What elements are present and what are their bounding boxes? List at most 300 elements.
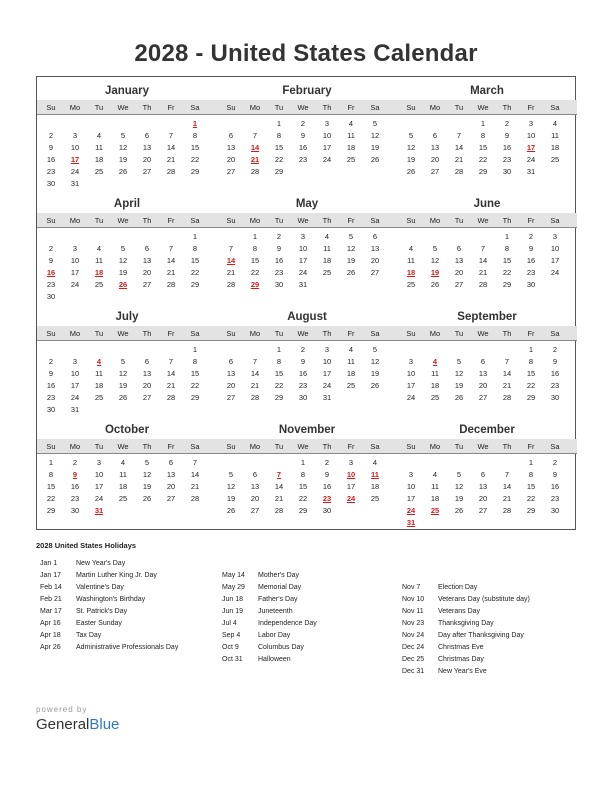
calendar-day: 15 bbox=[190, 256, 200, 265]
calendar-day: 2 bbox=[48, 357, 54, 366]
calendar-day: 15 bbox=[478, 143, 488, 152]
generalblue-logo[interactable] bbox=[36, 716, 119, 733]
holiday-date-label: Nov 23 bbox=[402, 620, 425, 627]
calendar-day: 5 bbox=[120, 357, 126, 366]
calendar-day: 10 bbox=[526, 131, 536, 140]
calendar-day: 22 bbox=[46, 494, 56, 503]
weekday-label: Sa bbox=[550, 329, 560, 338]
calendar-day: 5 bbox=[348, 232, 354, 241]
calendar-day: 17 bbox=[70, 268, 80, 277]
calendar-day: 12 bbox=[430, 256, 440, 265]
weekday-label: Tu bbox=[454, 329, 464, 338]
weekday-label: Su bbox=[406, 329, 416, 338]
calendar-day: 28 bbox=[502, 393, 512, 402]
calendar-day: 20 bbox=[226, 155, 236, 164]
calendar-day: 21 bbox=[226, 268, 236, 277]
calendar-day: 11 bbox=[431, 482, 439, 491]
calendar-day: 1 bbox=[276, 345, 282, 354]
weekday-label: Fr bbox=[527, 216, 535, 225]
holiday-name: Administrative Professionals Day bbox=[76, 644, 179, 651]
calendar-day: 18 bbox=[370, 482, 380, 491]
weekday-label: Tu bbox=[454, 103, 464, 112]
month-april bbox=[37, 190, 217, 303]
calendar-day: 21 bbox=[190, 482, 200, 491]
calendar-day: 25 bbox=[322, 268, 332, 277]
calendar-day: 30 bbox=[322, 506, 332, 515]
holiday-date: 4 bbox=[96, 357, 102, 366]
calendar-day: 8 bbox=[48, 470, 54, 479]
holiday-name: Thanksgiving Day bbox=[438, 620, 494, 627]
calendar-day: 19 bbox=[118, 155, 128, 164]
calendar-day: 7 bbox=[480, 244, 486, 253]
calendar-day: 9 bbox=[552, 470, 558, 479]
calendar-day: 31 bbox=[526, 167, 536, 176]
weekday-label: Fr bbox=[167, 216, 175, 225]
calendar-day: 1 bbox=[528, 345, 534, 354]
weekday-label: Tu bbox=[274, 216, 284, 225]
month-january bbox=[37, 77, 217, 190]
calendar-day: 27 bbox=[430, 167, 440, 176]
holiday-date: 23 bbox=[322, 494, 332, 503]
holiday-date-label: Oct 31 bbox=[222, 656, 243, 663]
calendar-day: 8 bbox=[300, 470, 306, 479]
calendar-day: 11 bbox=[551, 131, 559, 140]
calendar-day: 6 bbox=[432, 131, 438, 140]
calendar-day: 1 bbox=[300, 458, 306, 467]
weekday-label: Sa bbox=[370, 442, 380, 451]
calendar-day: 4 bbox=[552, 119, 558, 128]
holiday-date: 7 bbox=[276, 470, 282, 479]
month-name: April bbox=[113, 198, 141, 210]
calendar-day: 14 bbox=[478, 256, 488, 265]
month-name: July bbox=[115, 311, 139, 323]
weekday-label: Sa bbox=[190, 103, 200, 112]
weekday-label: Sa bbox=[550, 216, 560, 225]
calendar-day: 6 bbox=[372, 232, 378, 241]
weekday-label: Mo bbox=[429, 216, 441, 225]
holiday-date: 16 bbox=[46, 268, 56, 277]
calendar-day: 10 bbox=[94, 470, 104, 479]
weekday-header bbox=[37, 326, 217, 341]
calendar-day: 31 bbox=[70, 179, 80, 188]
calendar-day: 29 bbox=[274, 167, 284, 176]
weekday-label: Fr bbox=[167, 103, 175, 112]
calendar-day: 15 bbox=[502, 256, 512, 265]
calendar-day: 11 bbox=[95, 369, 103, 378]
weekday-label: Th bbox=[322, 216, 332, 225]
month-name: December bbox=[459, 424, 515, 436]
weekday-label: Tu bbox=[94, 329, 104, 338]
calendar-day: 6 bbox=[144, 131, 150, 140]
calendar-day: 12 bbox=[370, 131, 380, 140]
weekday-label: Mo bbox=[249, 442, 261, 451]
calendar-day: 17 bbox=[298, 256, 308, 265]
calendar-day: 1 bbox=[252, 232, 258, 241]
weekday-label: Su bbox=[46, 216, 56, 225]
weekday-label: We bbox=[117, 103, 129, 112]
calendar-day: 2 bbox=[276, 232, 282, 241]
calendar-day: 13 bbox=[370, 244, 380, 253]
weekday-label: Su bbox=[406, 442, 416, 451]
calendar-day: 16 bbox=[46, 381, 56, 390]
calendar-day: 30 bbox=[46, 405, 56, 414]
calendar-day: 11 bbox=[95, 256, 103, 265]
month-name: August bbox=[287, 311, 327, 323]
calendar-day: 7 bbox=[228, 244, 234, 253]
holiday-name: Washington's Birthday bbox=[76, 596, 146, 603]
calendar-day: 2 bbox=[324, 458, 330, 467]
calendar-day: 23 bbox=[298, 381, 308, 390]
calendar-day: 12 bbox=[406, 143, 416, 152]
holiday-date-label: Apr 16 bbox=[40, 620, 61, 627]
weekday-label: We bbox=[477, 216, 489, 225]
calendar-day: 10 bbox=[550, 244, 560, 253]
calendar-day: 17 bbox=[406, 494, 416, 503]
calendar-day: 18 bbox=[346, 143, 356, 152]
calendar-day: 5 bbox=[372, 119, 378, 128]
calendar-day: 2 bbox=[552, 345, 558, 354]
calendar-day: 18 bbox=[322, 256, 332, 265]
weekday-label: We bbox=[477, 329, 489, 338]
holiday-date: 9 bbox=[72, 470, 78, 479]
holiday-name: Valentine's Day bbox=[76, 584, 124, 591]
weekday-label: Th bbox=[502, 216, 512, 225]
calendar-day: 3 bbox=[72, 244, 78, 253]
calendar-day: 16 bbox=[274, 256, 284, 265]
calendar-day: 26 bbox=[430, 280, 440, 289]
weekday-header bbox=[37, 213, 217, 228]
calendar-day: 14 bbox=[190, 470, 200, 479]
calendar-day: 30 bbox=[298, 393, 308, 402]
weekday-label: We bbox=[117, 329, 129, 338]
calendar-day: 23 bbox=[526, 268, 536, 277]
calendar-day: 4 bbox=[120, 458, 126, 467]
calendar-day: 25 bbox=[94, 167, 104, 176]
holiday-date-label: Dec 24 bbox=[402, 644, 425, 651]
calendar-day: 9 bbox=[276, 244, 282, 253]
calendar-day: 20 bbox=[142, 381, 152, 390]
calendar-day: 29 bbox=[526, 393, 536, 402]
calendar-day: 12 bbox=[118, 143, 128, 152]
month-august bbox=[217, 303, 397, 416]
calendar-day: 19 bbox=[226, 494, 236, 503]
calendar-day: 14 bbox=[166, 143, 176, 152]
calendar-day: 9 bbox=[300, 357, 306, 366]
calendar-day: 12 bbox=[226, 482, 236, 491]
weekday-label: Su bbox=[46, 103, 56, 112]
calendar-day: 2 bbox=[504, 119, 510, 128]
weekday-label: Tu bbox=[454, 442, 464, 451]
holiday-date: 17 bbox=[70, 155, 80, 164]
calendar-day: 31 bbox=[298, 280, 308, 289]
calendar-day: 23 bbox=[298, 155, 308, 164]
weekday-label: Th bbox=[142, 329, 152, 338]
weekday-header bbox=[217, 326, 397, 341]
calendar-day: 2 bbox=[300, 345, 306, 354]
calendar-day: 14 bbox=[454, 143, 464, 152]
weekday-label: Mo bbox=[429, 442, 441, 451]
calendar-day: 13 bbox=[478, 482, 488, 491]
calendar-day: 13 bbox=[250, 482, 260, 491]
calendar-day: 16 bbox=[298, 143, 308, 152]
calendar-day: 9 bbox=[48, 143, 54, 152]
calendar-day: 24 bbox=[406, 393, 416, 402]
month-name: March bbox=[470, 85, 504, 97]
calendar-day: 24 bbox=[70, 280, 80, 289]
calendar-day: 2 bbox=[48, 244, 54, 253]
weekday-label: Tu bbox=[274, 442, 284, 451]
calendar-day: 18 bbox=[550, 143, 560, 152]
calendar-day: 24 bbox=[70, 167, 80, 176]
calendar-day: 19 bbox=[454, 494, 464, 503]
calendar-day: 7 bbox=[456, 131, 462, 140]
calendar-day: 26 bbox=[454, 393, 464, 402]
calendar-day: 23 bbox=[46, 393, 56, 402]
calendar-day: 5 bbox=[228, 470, 234, 479]
weekday-label: We bbox=[117, 216, 129, 225]
weekday-label: Mo bbox=[429, 329, 441, 338]
weekday-label: Th bbox=[142, 216, 152, 225]
holiday-name: St. Patrick's Day bbox=[76, 608, 128, 615]
calendar-day: 11 bbox=[323, 244, 331, 253]
calendar-day: 11 bbox=[347, 131, 355, 140]
weekday-label: Sa bbox=[190, 216, 200, 225]
calendar-day: 19 bbox=[370, 143, 380, 152]
calendar-day: 30 bbox=[46, 179, 56, 188]
calendar-day: 20 bbox=[226, 381, 236, 390]
holiday-name: Mother's Day bbox=[258, 572, 300, 579]
calendar-day: 13 bbox=[142, 143, 152, 152]
weekday-label: Mo bbox=[69, 103, 81, 112]
calendar-day: 19 bbox=[142, 482, 152, 491]
calendar-day: 27 bbox=[478, 506, 488, 515]
calendar-day: 7 bbox=[192, 458, 198, 467]
calendar-day: 22 bbox=[190, 155, 200, 164]
holiday-date: 17 bbox=[526, 143, 536, 152]
calendar-day: 29 bbox=[478, 167, 488, 176]
weekday-label: Sa bbox=[190, 442, 200, 451]
calendar-day: 18 bbox=[94, 155, 104, 164]
calendar-day: 17 bbox=[70, 381, 80, 390]
calendar-day: 10 bbox=[70, 143, 80, 152]
calendar-day: 11 bbox=[119, 470, 127, 479]
calendar-day: 26 bbox=[226, 506, 236, 515]
calendar-day: 10 bbox=[70, 369, 80, 378]
weekday-label: Tu bbox=[94, 442, 104, 451]
weekday-label: Tu bbox=[454, 216, 464, 225]
calendar-day: 21 bbox=[166, 381, 176, 390]
calendar-day: 15 bbox=[274, 369, 284, 378]
holiday-name: Christmas Eve bbox=[438, 644, 484, 651]
calendar-day: 27 bbox=[370, 268, 380, 277]
month-name: January bbox=[104, 85, 150, 97]
calendar-day: 27 bbox=[142, 280, 152, 289]
holiday-date-label: Oct 9 bbox=[222, 644, 239, 651]
calendar-day: 22 bbox=[526, 494, 536, 503]
calendar-day: 5 bbox=[144, 458, 150, 467]
calendar-day: 1 bbox=[192, 232, 198, 241]
calendar-day: 29 bbox=[190, 393, 200, 402]
calendar-day: 28 bbox=[250, 167, 260, 176]
calendar-day: 1 bbox=[528, 458, 534, 467]
calendar-day: 28 bbox=[190, 494, 200, 503]
calendar-day: 10 bbox=[322, 131, 332, 140]
calendar-day: 7 bbox=[504, 470, 510, 479]
calendar-day: 25 bbox=[406, 280, 416, 289]
calendar-day: 12 bbox=[118, 256, 128, 265]
calendar-day: 28 bbox=[454, 167, 464, 176]
calendar-day: 29 bbox=[298, 506, 308, 515]
calendar-day: 11 bbox=[347, 357, 355, 366]
holiday-date: 18 bbox=[406, 268, 416, 277]
weekday-label: Mo bbox=[69, 329, 81, 338]
calendar-day: 10 bbox=[322, 357, 332, 366]
calendar-day: 25 bbox=[370, 494, 380, 503]
weekday-label: Fr bbox=[167, 442, 175, 451]
month-july bbox=[37, 303, 217, 416]
weekday-label: Sa bbox=[550, 103, 560, 112]
calendar-day: 1 bbox=[192, 345, 198, 354]
weekday-label: Su bbox=[406, 216, 416, 225]
calendar-day: 22 bbox=[298, 494, 308, 503]
calendar-day: 15 bbox=[526, 482, 536, 491]
calendar-day: 26 bbox=[346, 268, 356, 277]
calendar-day: 8 bbox=[528, 470, 534, 479]
holiday-date-label: Dec 31 bbox=[402, 668, 425, 675]
calendar-day: 26 bbox=[454, 506, 464, 515]
calendar-day: 8 bbox=[480, 131, 486, 140]
calendar-day: 20 bbox=[142, 155, 152, 164]
brand-general: General bbox=[36, 716, 90, 733]
weekday-header bbox=[397, 213, 577, 228]
calendar-day: 18 bbox=[94, 381, 104, 390]
calendar-day: 5 bbox=[120, 244, 126, 253]
calendar-day: 3 bbox=[528, 119, 534, 128]
weekday-label: Th bbox=[502, 329, 512, 338]
calendar-day: 26 bbox=[118, 393, 128, 402]
calendar-day: 9 bbox=[48, 256, 54, 265]
calendar-day: 15 bbox=[274, 143, 284, 152]
calendar-day: 3 bbox=[72, 357, 78, 366]
calendar-day: 6 bbox=[228, 131, 234, 140]
calendar-day: 27 bbox=[142, 167, 152, 176]
month-october bbox=[37, 416, 217, 529]
calendar-day: 13 bbox=[142, 256, 152, 265]
calendar-day: 23 bbox=[502, 155, 512, 164]
calendar-day: 19 bbox=[454, 381, 464, 390]
calendar-day: 12 bbox=[346, 244, 356, 253]
calendar-day: 20 bbox=[370, 256, 380, 265]
page-title: 2028 - United States Calendar bbox=[134, 40, 478, 67]
calendar-day: 14 bbox=[250, 369, 260, 378]
weekday-label: Sa bbox=[370, 329, 380, 338]
weekday-label: We bbox=[297, 442, 309, 451]
calendar-day: 25 bbox=[118, 494, 128, 503]
calendar-day: 14 bbox=[274, 482, 284, 491]
calendar-day: 6 bbox=[480, 470, 486, 479]
weekday-label: Th bbox=[142, 442, 152, 451]
calendar-day: 6 bbox=[480, 357, 486, 366]
weekday-label: Tu bbox=[274, 329, 284, 338]
month-september bbox=[397, 303, 577, 416]
holiday-date-label: Dec 25 bbox=[402, 656, 425, 663]
calendar-day: 11 bbox=[407, 256, 415, 265]
calendar-day: 29 bbox=[502, 280, 512, 289]
weekday-label: Sa bbox=[190, 329, 200, 338]
calendar-day: 24 bbox=[322, 381, 332, 390]
calendar-day: 14 bbox=[166, 256, 176, 265]
calendar-day: 14 bbox=[502, 482, 512, 491]
month-name: June bbox=[473, 198, 501, 210]
calendar-day: 14 bbox=[502, 369, 512, 378]
calendar-day: 5 bbox=[120, 131, 126, 140]
holiday-date: 29 bbox=[250, 280, 260, 289]
calendar-day: 9 bbox=[504, 131, 510, 140]
weekday-label: Mo bbox=[249, 329, 261, 338]
holiday-date: 11 bbox=[371, 470, 379, 479]
calendar-day: 27 bbox=[142, 393, 152, 402]
holiday-name: Veterans Day (substitute day) bbox=[438, 596, 530, 603]
calendar-day: 28 bbox=[274, 506, 284, 515]
calendar-day: 18 bbox=[346, 369, 356, 378]
calendar-day: 17 bbox=[94, 482, 104, 491]
holidays-title: 2028 United States Holidays bbox=[36, 541, 137, 550]
holiday-date-label: May 29 bbox=[222, 584, 245, 591]
calendar-day: 6 bbox=[228, 357, 234, 366]
calendar-day: 12 bbox=[142, 470, 152, 479]
calendar-day: 28 bbox=[166, 167, 176, 176]
calendar-day: 8 bbox=[276, 131, 282, 140]
weekday-header bbox=[217, 100, 397, 115]
calendar-day: 6 bbox=[252, 470, 258, 479]
calendar-day: 29 bbox=[274, 393, 284, 402]
calendar-day: 28 bbox=[478, 280, 488, 289]
calendar-day: 4 bbox=[408, 244, 414, 253]
calendar-day: 12 bbox=[118, 369, 128, 378]
holiday-date: 24 bbox=[346, 494, 356, 503]
calendar-day: 6 bbox=[144, 357, 150, 366]
calendar-day: 28 bbox=[502, 506, 512, 515]
weekday-header bbox=[397, 439, 577, 454]
calendar-day: 4 bbox=[96, 244, 102, 253]
weekday-label: Tu bbox=[94, 216, 104, 225]
calendar-day: 25 bbox=[430, 393, 440, 402]
calendar-day: 28 bbox=[166, 393, 176, 402]
calendar-day: 24 bbox=[526, 155, 536, 164]
weekday-label: Tu bbox=[274, 103, 284, 112]
calendar-day: 1 bbox=[48, 458, 54, 467]
weekday-header bbox=[37, 439, 217, 454]
holiday-date-label: Sep 4 bbox=[222, 632, 241, 639]
calendar-day: 14 bbox=[166, 369, 176, 378]
holiday-name: New Year's Day bbox=[76, 560, 126, 567]
calendar-day: 15 bbox=[190, 143, 200, 152]
calendar-day: 3 bbox=[552, 232, 558, 241]
calendar-day: 16 bbox=[550, 482, 560, 491]
calendar-day: 27 bbox=[226, 393, 236, 402]
weekday-label: Th bbox=[322, 103, 332, 112]
calendar-day: 18 bbox=[430, 381, 440, 390]
calendar-day: 3 bbox=[408, 470, 414, 479]
calendar-day: 10 bbox=[406, 369, 416, 378]
calendar-day: 13 bbox=[454, 256, 464, 265]
calendar-day: 2 bbox=[300, 119, 306, 128]
weekday-label: We bbox=[297, 216, 309, 225]
calendar-day: 31 bbox=[322, 393, 332, 402]
calendar-day: 5 bbox=[456, 470, 462, 479]
calendar-day: 5 bbox=[432, 244, 438, 253]
calendar-day: 23 bbox=[70, 494, 80, 503]
